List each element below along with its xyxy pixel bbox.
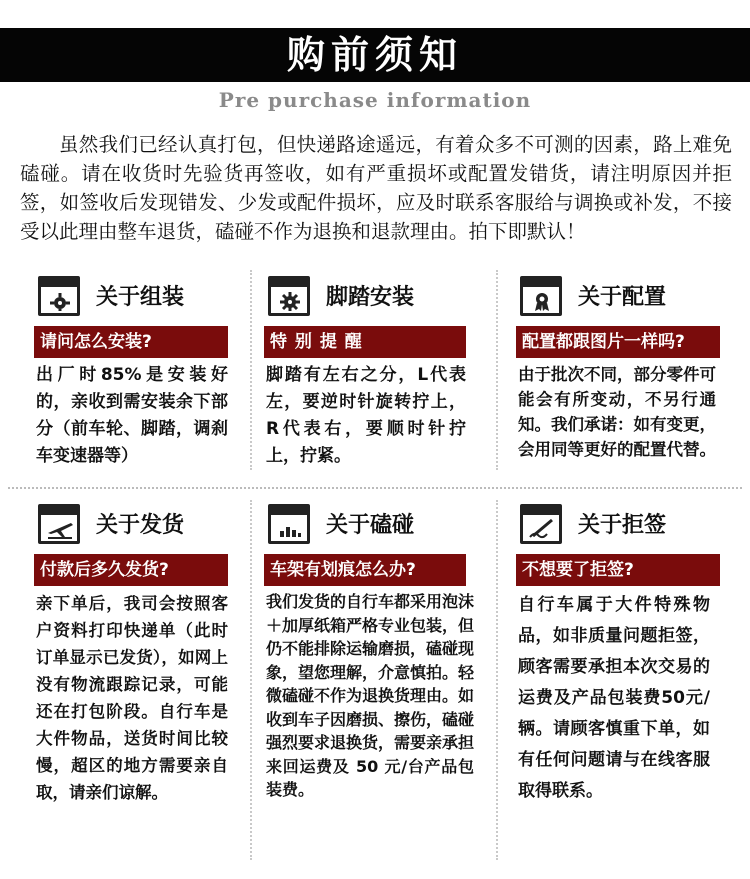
page-title: 购前须知 xyxy=(286,33,463,77)
section-title: 关于拒签 xyxy=(578,513,667,538)
column-divider xyxy=(496,500,498,860)
section-title: 脚踏安装 xyxy=(326,285,415,310)
intro-paragraph: 虽然我们已经认真打包，但快递路途遥远，有着众多不可测的因素，路上难免磕碰。请在收货时先验货再签收，如有严重损坏或配置发错货，请注明原因并拒签，如签收后发现错发、少发或配件损坏，应及时联系客服给与调换或补发，不接受以此理由整车退货，磕碰不作为退换和退款理由。拍下即默认！ xyxy=(20,133,732,243)
section-body: 亲下单后，我司会按照客户资料打印快递单（此时订单显示已发货），如网上没有物流跟踪记录，可能还在打包阶段。自行车是大件物品，送货时间比较慢，超区的地方需要亲自取，请亲们谅解。 xyxy=(36,594,228,802)
section-body: 我们发货的自行车都采用泡沫＋加厚纸箱严格专业包装，但仍不能排除运输磨损，磕碰现象，望您理解，介意慎拍。轻微磕碰不作为退换货理由。如收到车子因磨损、擦伤，磕碰强烈要求退换货，需要亲承担来回运费及 50 元/台产品包装费。 xyxy=(266,592,475,799)
question-badge: 付款后多久发货? xyxy=(34,554,228,586)
question-badge: 不想要了拒签? xyxy=(516,554,720,586)
section-damage xyxy=(264,504,474,802)
section-pedal-install xyxy=(264,276,468,470)
question-badge: 请问怎么安装? xyxy=(34,326,228,358)
section-body: 脚踏有左右之分，L代表左，要逆时针旋转拧上，R代表右，要顺时针拧上，拧紧。 xyxy=(266,365,466,466)
section-body: 出厂时85%是安装好的，亲收到需安装余下部分（前车轮、脚踏，调刹车变速器等） xyxy=(36,365,228,466)
section-refuse-delivery xyxy=(516,504,720,807)
section-body: 自行车属于大件特殊物品，如非质量问题拒签，顾客需要承担本次交易的运费及产品包装费50元/辆。请顾客慎重下单，如有任何问题请与在线客服取得联系。 xyxy=(518,595,710,801)
section-assembly xyxy=(34,276,234,470)
pen-sign-icon xyxy=(520,504,562,544)
column-divider xyxy=(250,500,252,860)
gear-icon xyxy=(268,276,310,316)
column-divider xyxy=(496,270,498,470)
section-configuration xyxy=(516,276,720,462)
section-body: 由于批次不同，部分零件可能会有所变动，不另行通知。我们承诺：如有变更，会用同等更好的配置代替。 xyxy=(518,365,716,459)
section-shipping xyxy=(34,504,234,806)
bar-chart-icon xyxy=(268,504,310,544)
section-title: 关于组装 xyxy=(96,285,185,310)
section-title: 关于配置 xyxy=(578,285,667,310)
notice-badge: 特 别 提 醒 xyxy=(264,326,466,358)
column-divider xyxy=(250,270,252,470)
airplane-icon xyxy=(38,504,80,544)
award-icon xyxy=(520,276,562,316)
section-title: 关于磕碰 xyxy=(326,513,415,538)
page-subtitle: Pre purchase information xyxy=(218,88,532,112)
question-badge: 配置都跟图片一样吗? xyxy=(516,326,720,358)
section-title: 关于发货 xyxy=(96,513,185,538)
gear-icon xyxy=(38,276,80,316)
row-divider xyxy=(8,487,742,489)
question-badge: 车架有划痕怎么办? xyxy=(264,554,466,586)
